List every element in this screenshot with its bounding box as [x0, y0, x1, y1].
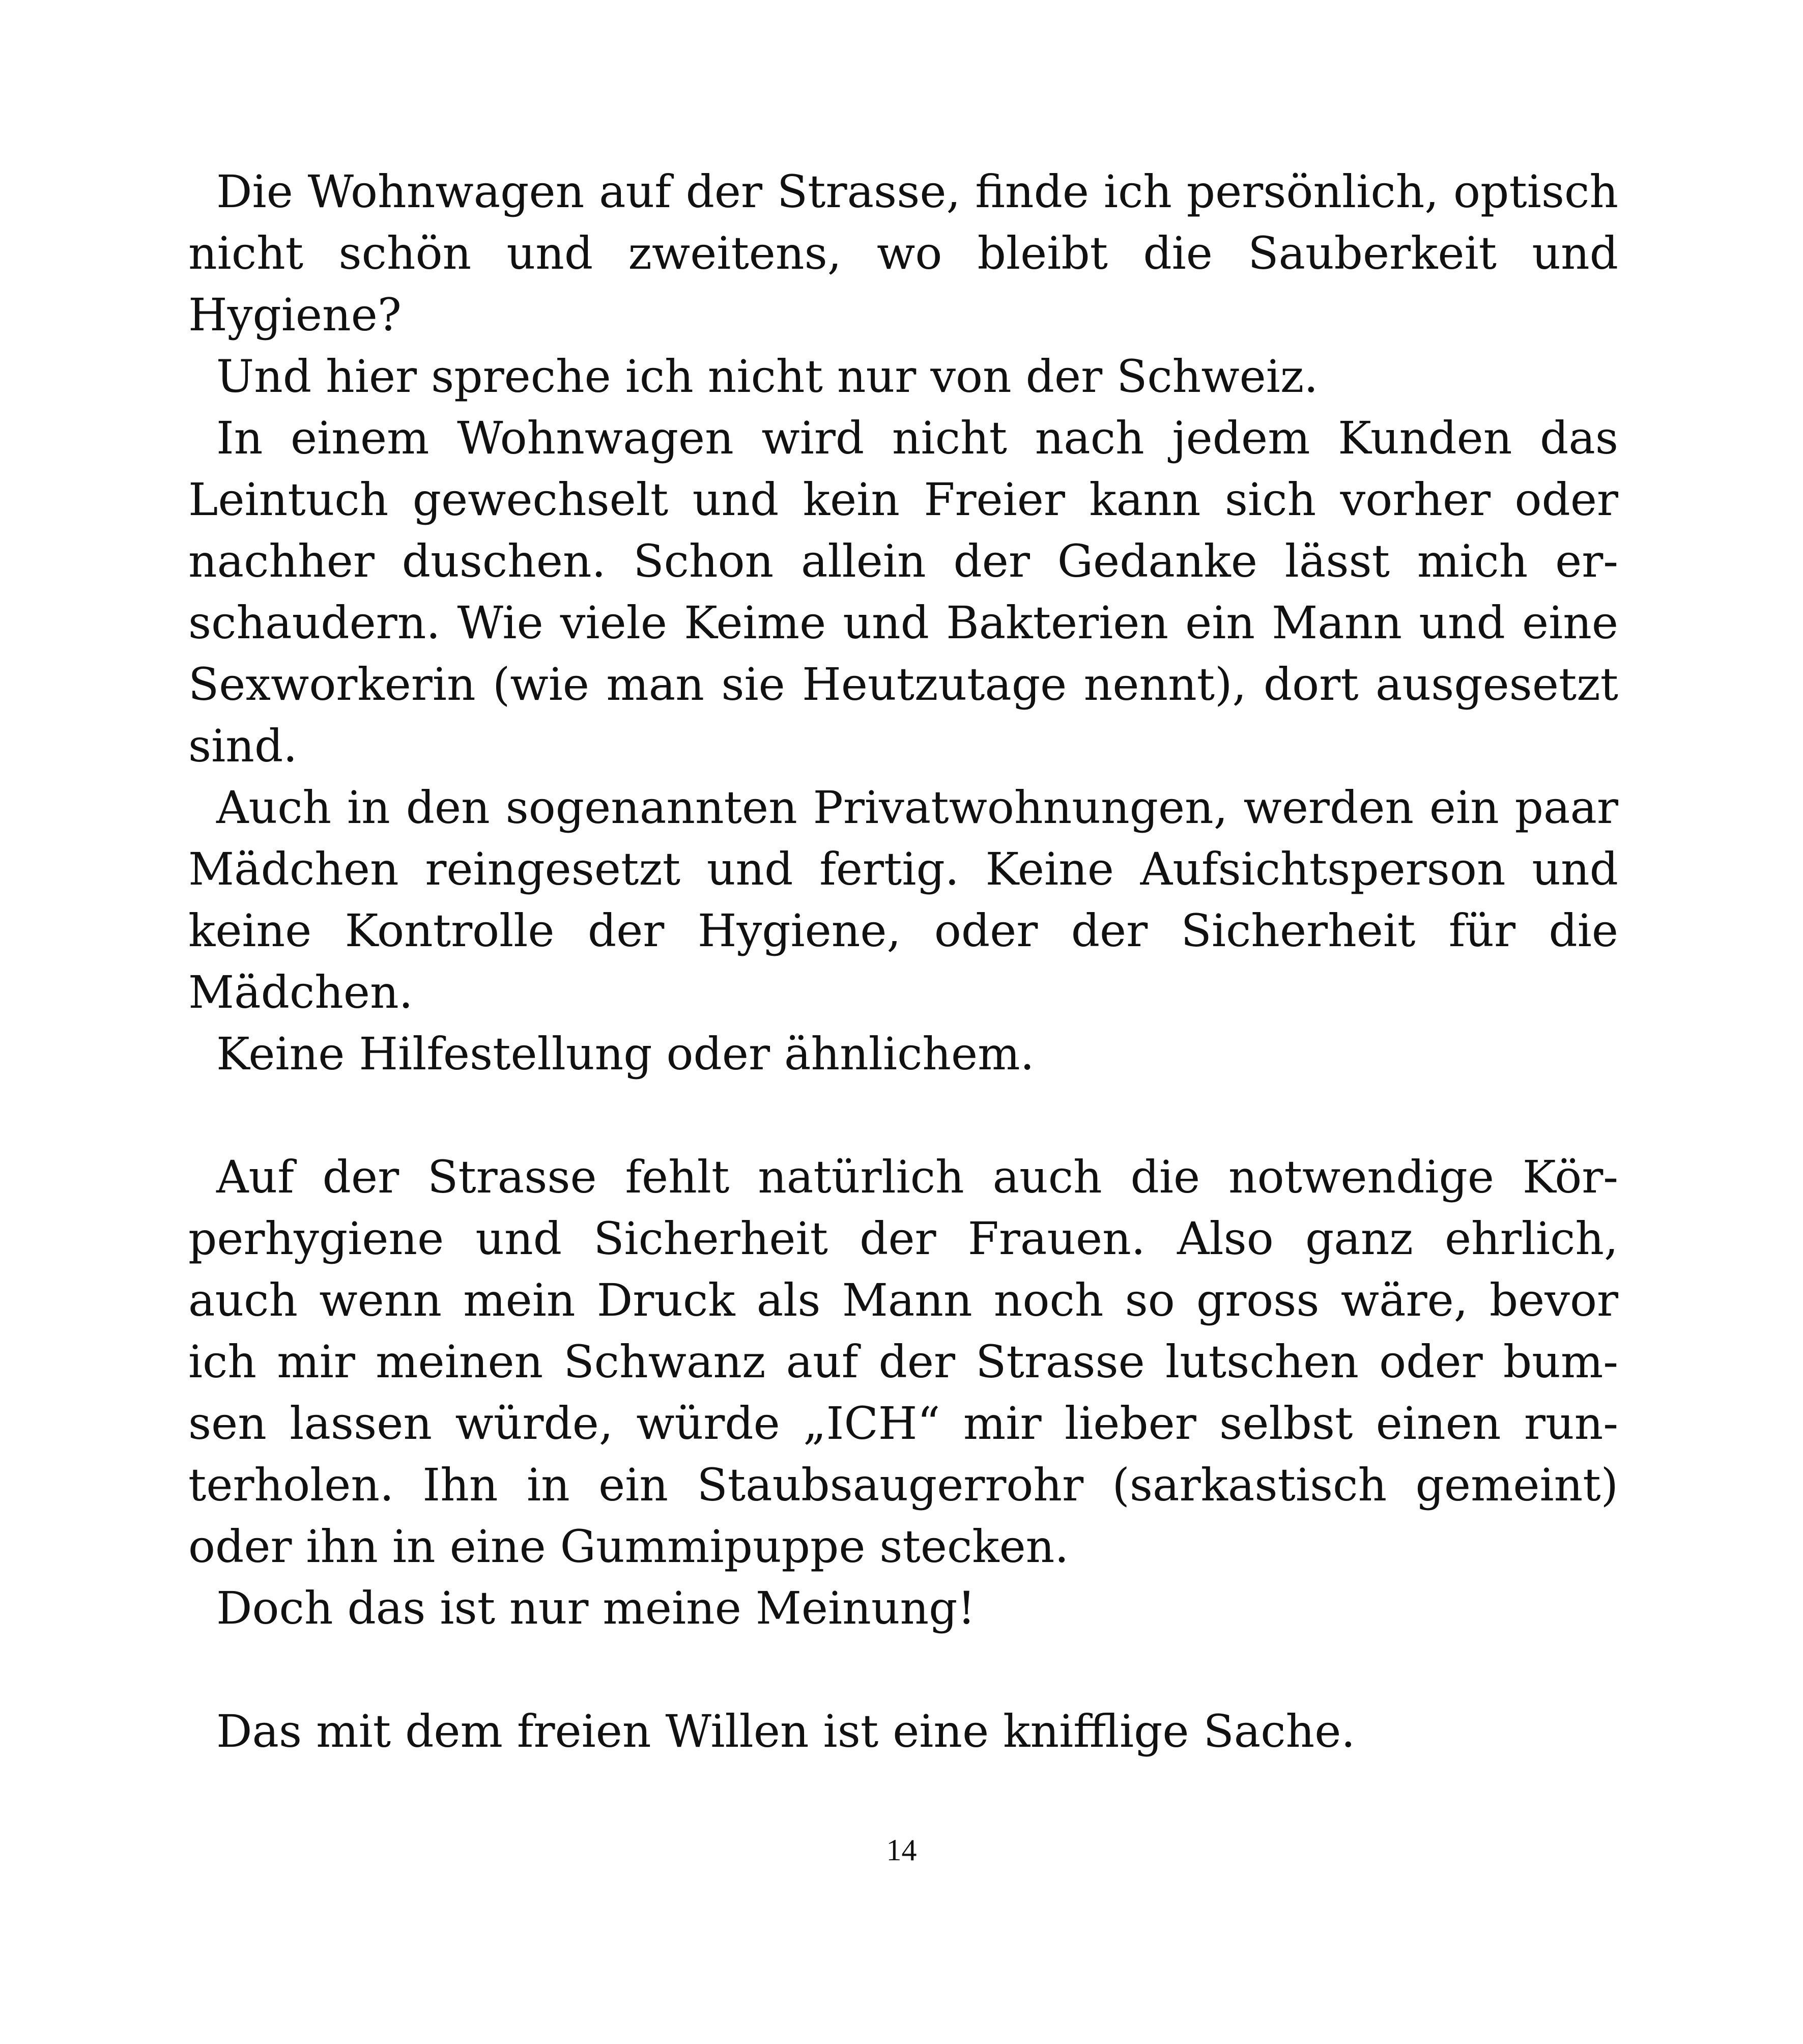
paragraph-opinion: Doch das ist nur meine Meinung!	[216, 1582, 976, 1634]
paragraph-bedsheet: In einem Wohnwagen wird nicht nach jedem Kunden das Leintuch gewechselt und kein Freier kann sich vorher oder nachher duschen. Schon allein der Gedanke lässt mich erschaudern. Wie viele Keime und Bakterien ein Mann und eine Sexworkerin (wie man sie Heutzutage nennt), dort ausgesetzt sind.	[188, 412, 1618, 772]
paragraph-private-apartments: Auch in den sogenannten Privatwohnungen, werden ein paar Mädchen reingesetzt und fertig. Keine Aufsichtsperson und keine Kontrolle der Hygiene, oder der Sicherheit für die Mädchen.	[188, 781, 1618, 1018]
page-number: 14	[886, 1833, 917, 1867]
body-text	[188, 161, 1618, 1762]
paragraph-switzerland: Und hier spreche ich nicht nur von der Schweiz.	[216, 350, 1319, 403]
paragraph-gap	[188, 1085, 1618, 1146]
paragraph-gap	[188, 1639, 1618, 1700]
paragraph-free-will: Das mit dem freien Willen ist eine knifflige Sache.	[216, 1705, 1356, 1757]
paragraph-street-hygiene: Auf der Strasse fehlt natürlich auch die notwendige Körperhygiene und Sicherheit der Frauen. Also ganz ehrlich, auch wenn mein Druck als Mann noch so gross wäre, bevor ich mir meinen Schwanz auf der Strasse lutschen oder bumsen lassen würde, würde „ICH“ mir lieber selbst einen runterholen. Ihn in ein Staubsaugerrohr (sarkastisch gemeint) oder ihn in eine Gummipuppe stecken.	[188, 1151, 1618, 1573]
paragraph-caravans: Die Wohnwagen auf der Strasse, finde ich persönlich, optisch nicht schön und zweitens, wo bleibt die Sauberkeit und Hygiene?	[188, 165, 1618, 341]
paragraph-no-assistance: Keine Hilfestellung oder ähnlichem.	[216, 1028, 1035, 1080]
